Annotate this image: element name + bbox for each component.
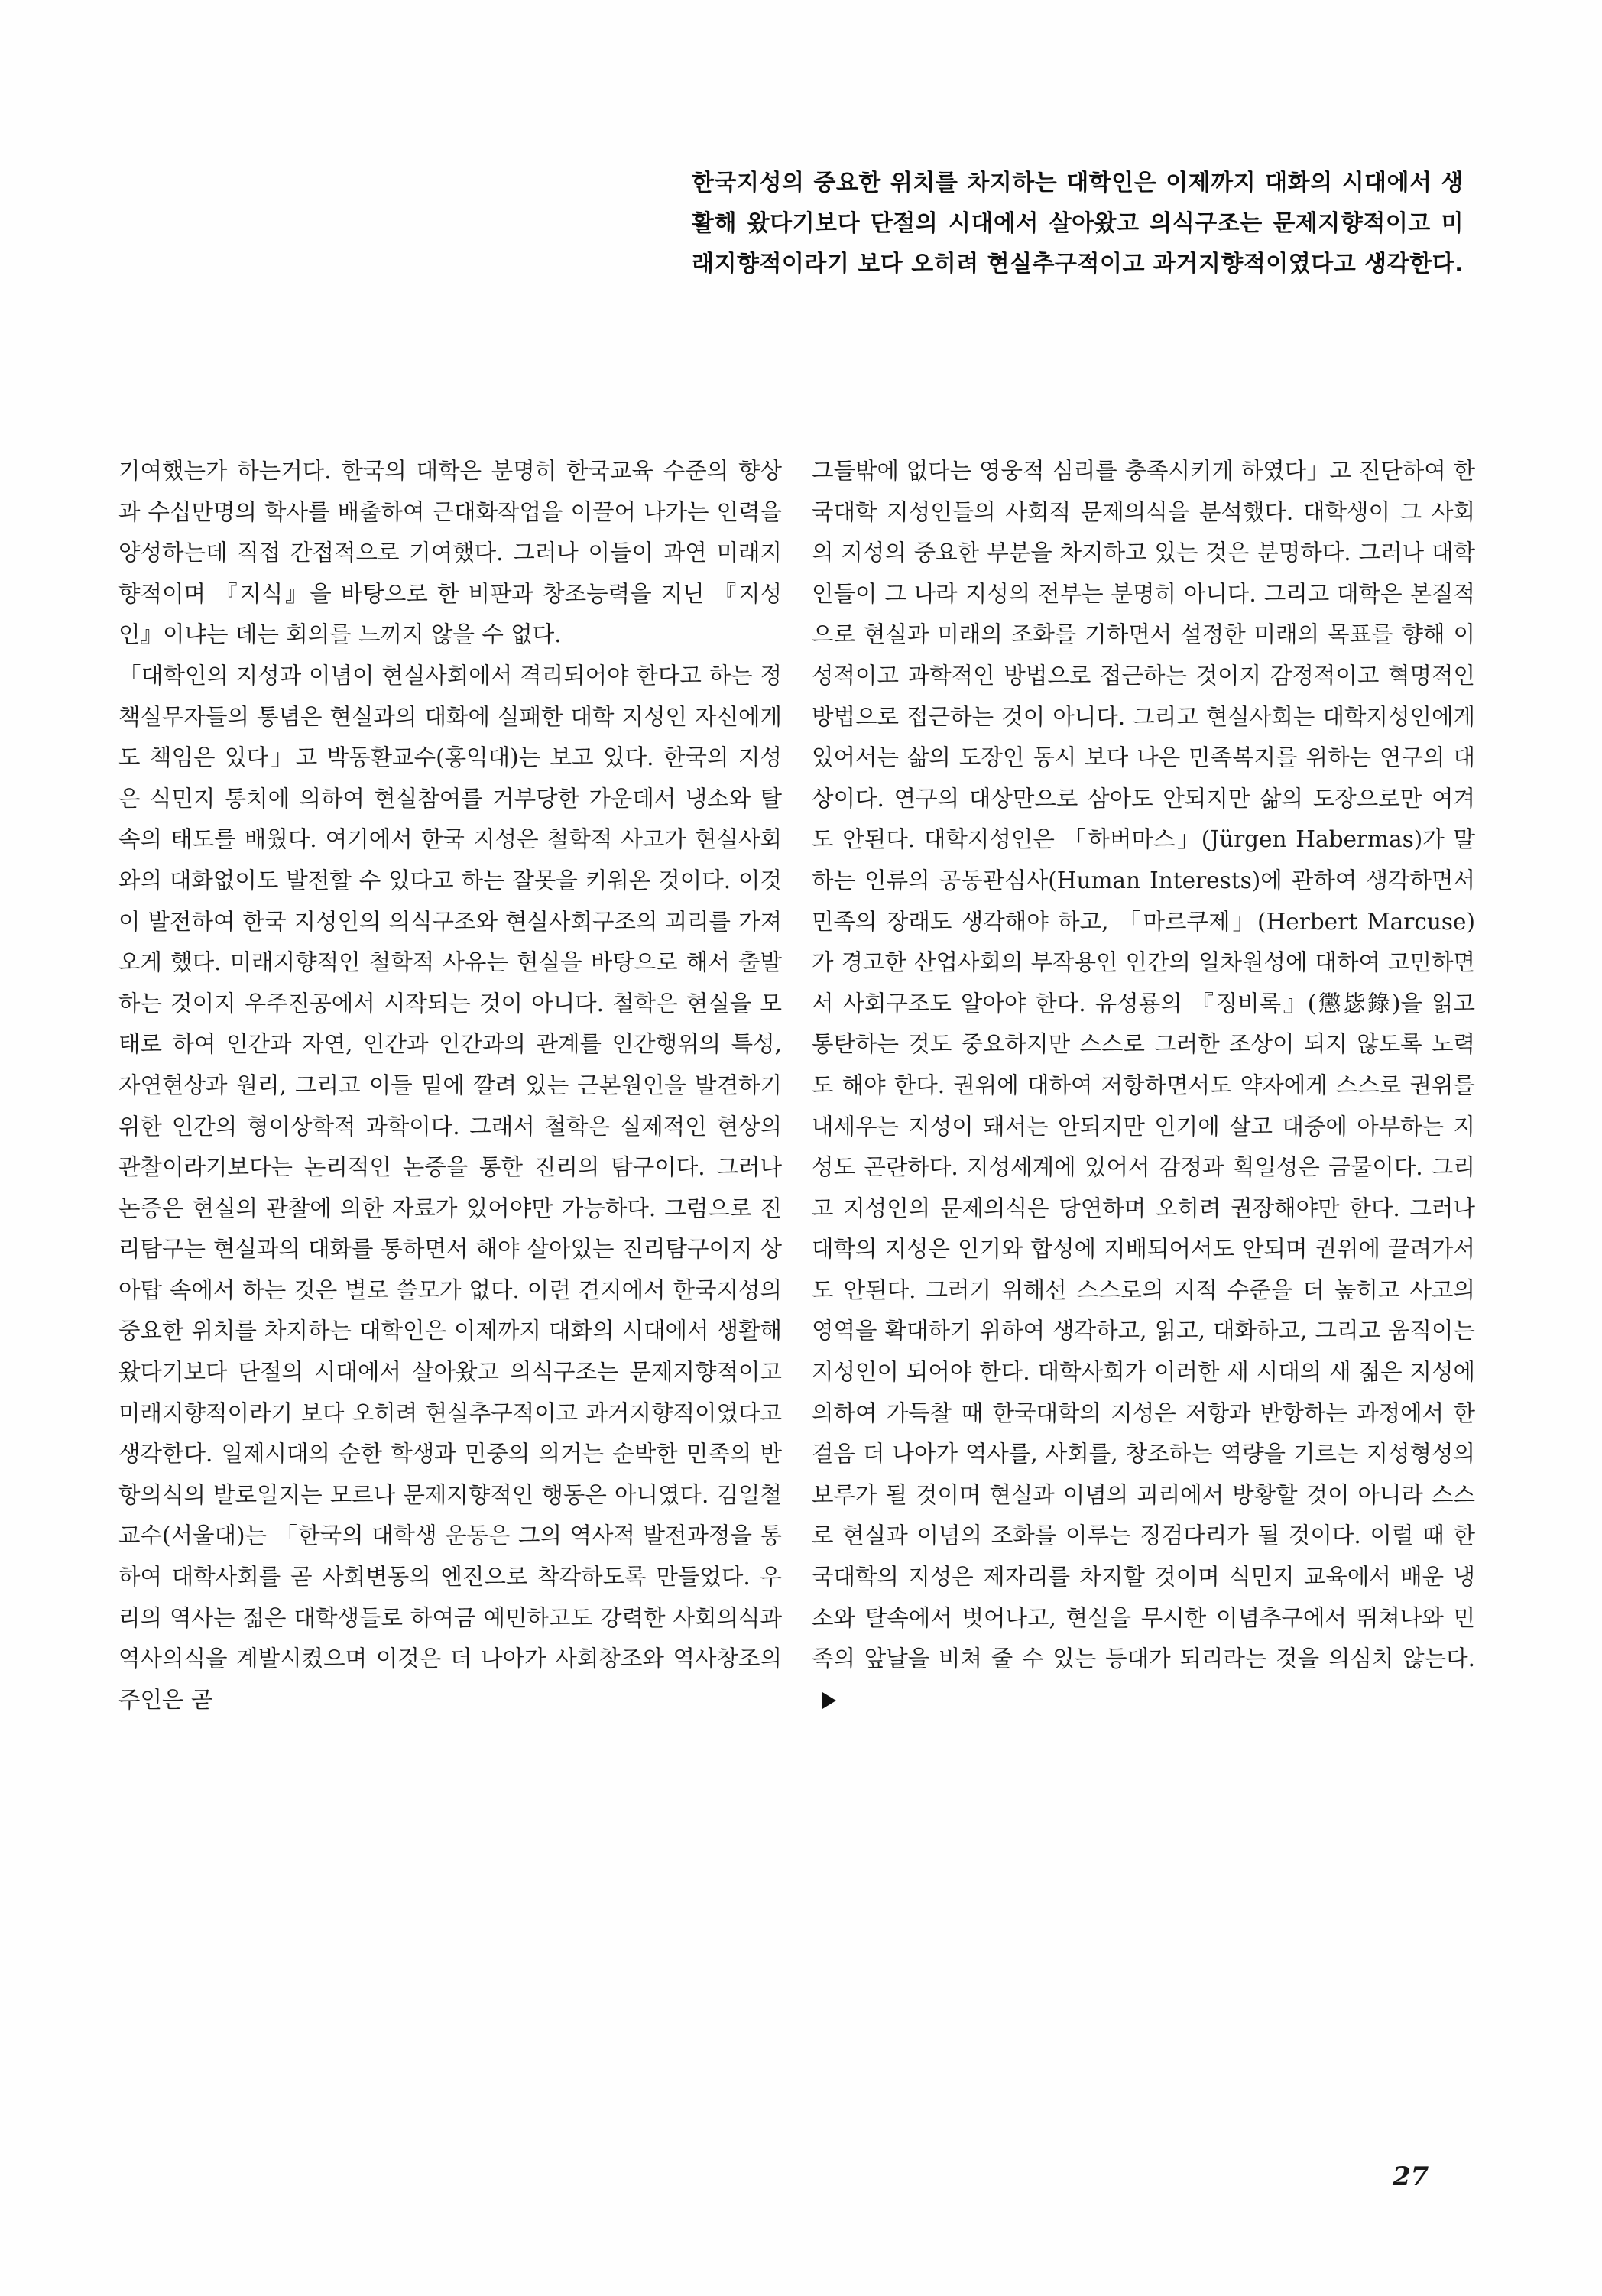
right-triangle-icon (822, 1692, 836, 1709)
left-paragraph-1: 기여했는가 하는거다. 한국의 대학은 분명히 한국교육 수준의 향상과 수십만명의 학사를 배출하여 근대화작업을 이끌어 나가는 인력을 양성하는데 직접 간접적으로 기여했다. 그러나 이들이 과연 미래지향적이며 『지식』을 바탕으로 한 비판과 창조능력을 지닌 『지성인』이냐는 데는 회의를 느끼지 않을 수 없다. (118, 458, 782, 648)
right-paragraph-1-text: 그들밖에 없다는 영웅적 심리를 충족시키게 하였다」고 진단하여 한국대학 지성인들의 사회적 문제의식을 분석했다. 대학생이 그 사회의 지성의 중요한 부분을 차지하고 있는 것은 분명하다. 그러나 대학인들이 그 나라 지성의 전부는 분명히 아니다. 그리고 대학은 본질적으로 현실과 미래의 조화를 기하면서 설정한 미래의 목표를 향해 이성적이고 과학적인 방법으로 접근하는 것이지 감정적이고 혁명적인 방법으로 접근하는 것이 아니다. 그리고 현실사회는 대학지성인에게 있어서는 삶의 도장인 동시 보다 나은 민족복지를 위하는 연구의 대상이다. 연구의 대상만으로 삼아도 안되지만 삶의 도장으로만 여겨도 안된다. 대학지성인은 「하버마스」(Jürgen Habermas)가 말하는 인류의 공동관심사(Human Interests)에 관하여 생각하면서 민족의 장래도 생각해야 하고, 「마르쿠제」(Herbert Marcuse)가 경고한 산업사회의 부작용인 인간의 일차원성에 대하여 고민하면서 사회구조도 알아야 한다. 유성룡의 『징비록』(懲毖錄)을 읽고 통탄하는 것도 중요하지만 스스로 그러한 조상이 되지 않도록 노력도 해야 한다. 권위에 대하여 저항하면서도 약자에게 스스로 권위를 내세우는 지성이 돼서는 안되지만 인기에 살고 대중에 아부하는 지성도 곤란하다. 지성세계에 있어서 감정과 획일성은 금물이다. 그리고 지성인의 문제의식은 당연하며 오히려 권장해야만 한다. 그러나 대학의 지성은 인기와 합성에 지배되어서도 안되며 권위에 끌려가서도 안된다. 그러기 위해선 스스로의 지적 수준을 더 높히고 사고의 영역을 확대하기 위하여 생각하고, 읽고, 대화하고, 그리고 움직이는 지성인이 되어야 한다. 대학사회가 이러한 새 시대의 새 젊은 지성에 의하여 가득찰 때 한국대학의 지성은 저항과 반항하는 과정에서 한걸음 더 나아가 역사를, 사회를, 창조하는 역량을 기르는 지성형성의 보루가 될 것이며 현실과 이념의 괴리에서 방황할 것이 아니라 스스로 현실과 이념의 조화를 이루는 징검다리가 될 것이다. 이럴 때 한국대학의 지성은 제자리를 차지할 것이며 식민지 교육에서 배운 냉소와 탈속에서 벗어나고, 현실을 무시한 이념추구에서 뛰쳐나와 민족의 앞날을 비쳐 줄 수 있는 등대가 되리라는 것을 의심치 않는다. (812, 458, 1475, 1672)
page-number: 27 (1393, 2161, 1429, 2192)
pull-quote: 한국지성의 중요한 위치를 차지하는 대학인은 이제까지 대화의 시대에서 생활해 왔다기보다 단절의 시대에서 살아왔고 의식구조는 문제지향적이고 미래지향적이라기 보다 오히려 현실추구적이고 과거지향적이였다고 생각한다. (692, 170, 1464, 277)
right-column (812, 451, 1475, 1720)
left-paragraph-2: 「대학인의 지성과 이념이 현실사회에서 격리되어야 한다고 하는 정책실무자들의 통념은 현실과의 대화에 실패한 대학 지성인 자신에게도 책임은 있다」고 박동환교수(홍익대)는 보고 있다. 한국의 지성은 식민지 통치에 의하여 현실참여를 거부당한 가운데서 냉소와 탈속의 태도를 배웠다. 여기에서 한국 지성은 철학적 사고가 현실사회와의 대화없이도 발전할 수 있다고 하는 잘못을 키워온 것이다. 이것이 발전하여 한국 지성인의 의식구조와 현실사회구조의 괴리를 가져오게 했다. 미래지향적인 철학적 사유는 현실을 바탕으로 해서 출발하는 것이지 우주진공에서 시작되는 것이 아니다. 철학은 현실을 모태로 하여 인간과 자연, 인간과 인간과의 관계를 인간행위의 특성, 자연현상과 원리, 그리고 이들 밑에 깔려 있는 근본원인을 발견하기 위한 인간의 형이상학적 과학이다. 그래서 철학은 실제적인 현상의 관찰이라기보다는 논리적인 논증을 통한 진리의 탐구이다. 그러나 논증은 현실의 관찰에 의한 자료가 있어야만 가능하다. 그럼으로 진리탐구는 현실과의 대화를 통하면서 해야 살아있는 진리탐구이지 상아탑 속에서 하는 것은 별로 쓸모가 없다. 이런 견지에서 한국지성의 중요한 위치를 차지하는 대학인은 이제까지 대화의 시대에서 생활해 왔다기보다 단절의 시대에서 살아왔고 의식구조는 문제지향적이고 미래지향적이라기 보다 오히려 현실추구적이고 과거지향적이였다고 생각한다. 일제시대의 순한 학생과 민중의 의거는 순박한 민족의 반항의식의 발로일지는 모르나 문제지향적인 행동은 아니였다. 김일철교수(서울대)는 「한국의 대학생 운동은 그의 역사적 발전과정을 통하여 대학사회를 곧 사회변동의 엔진으로 착각하도록 만들었다. 우리의 역사는 젊은 대학생들로 하여금 예민하고도 강력한 사회의식과 역사의식을 계발시켰으며 이것은 더 나아가 사회창조와 역사창조의 주인은 곧 (118, 662, 782, 1713)
left-column (118, 451, 782, 1720)
right-paragraph-1 (812, 451, 1475, 1720)
